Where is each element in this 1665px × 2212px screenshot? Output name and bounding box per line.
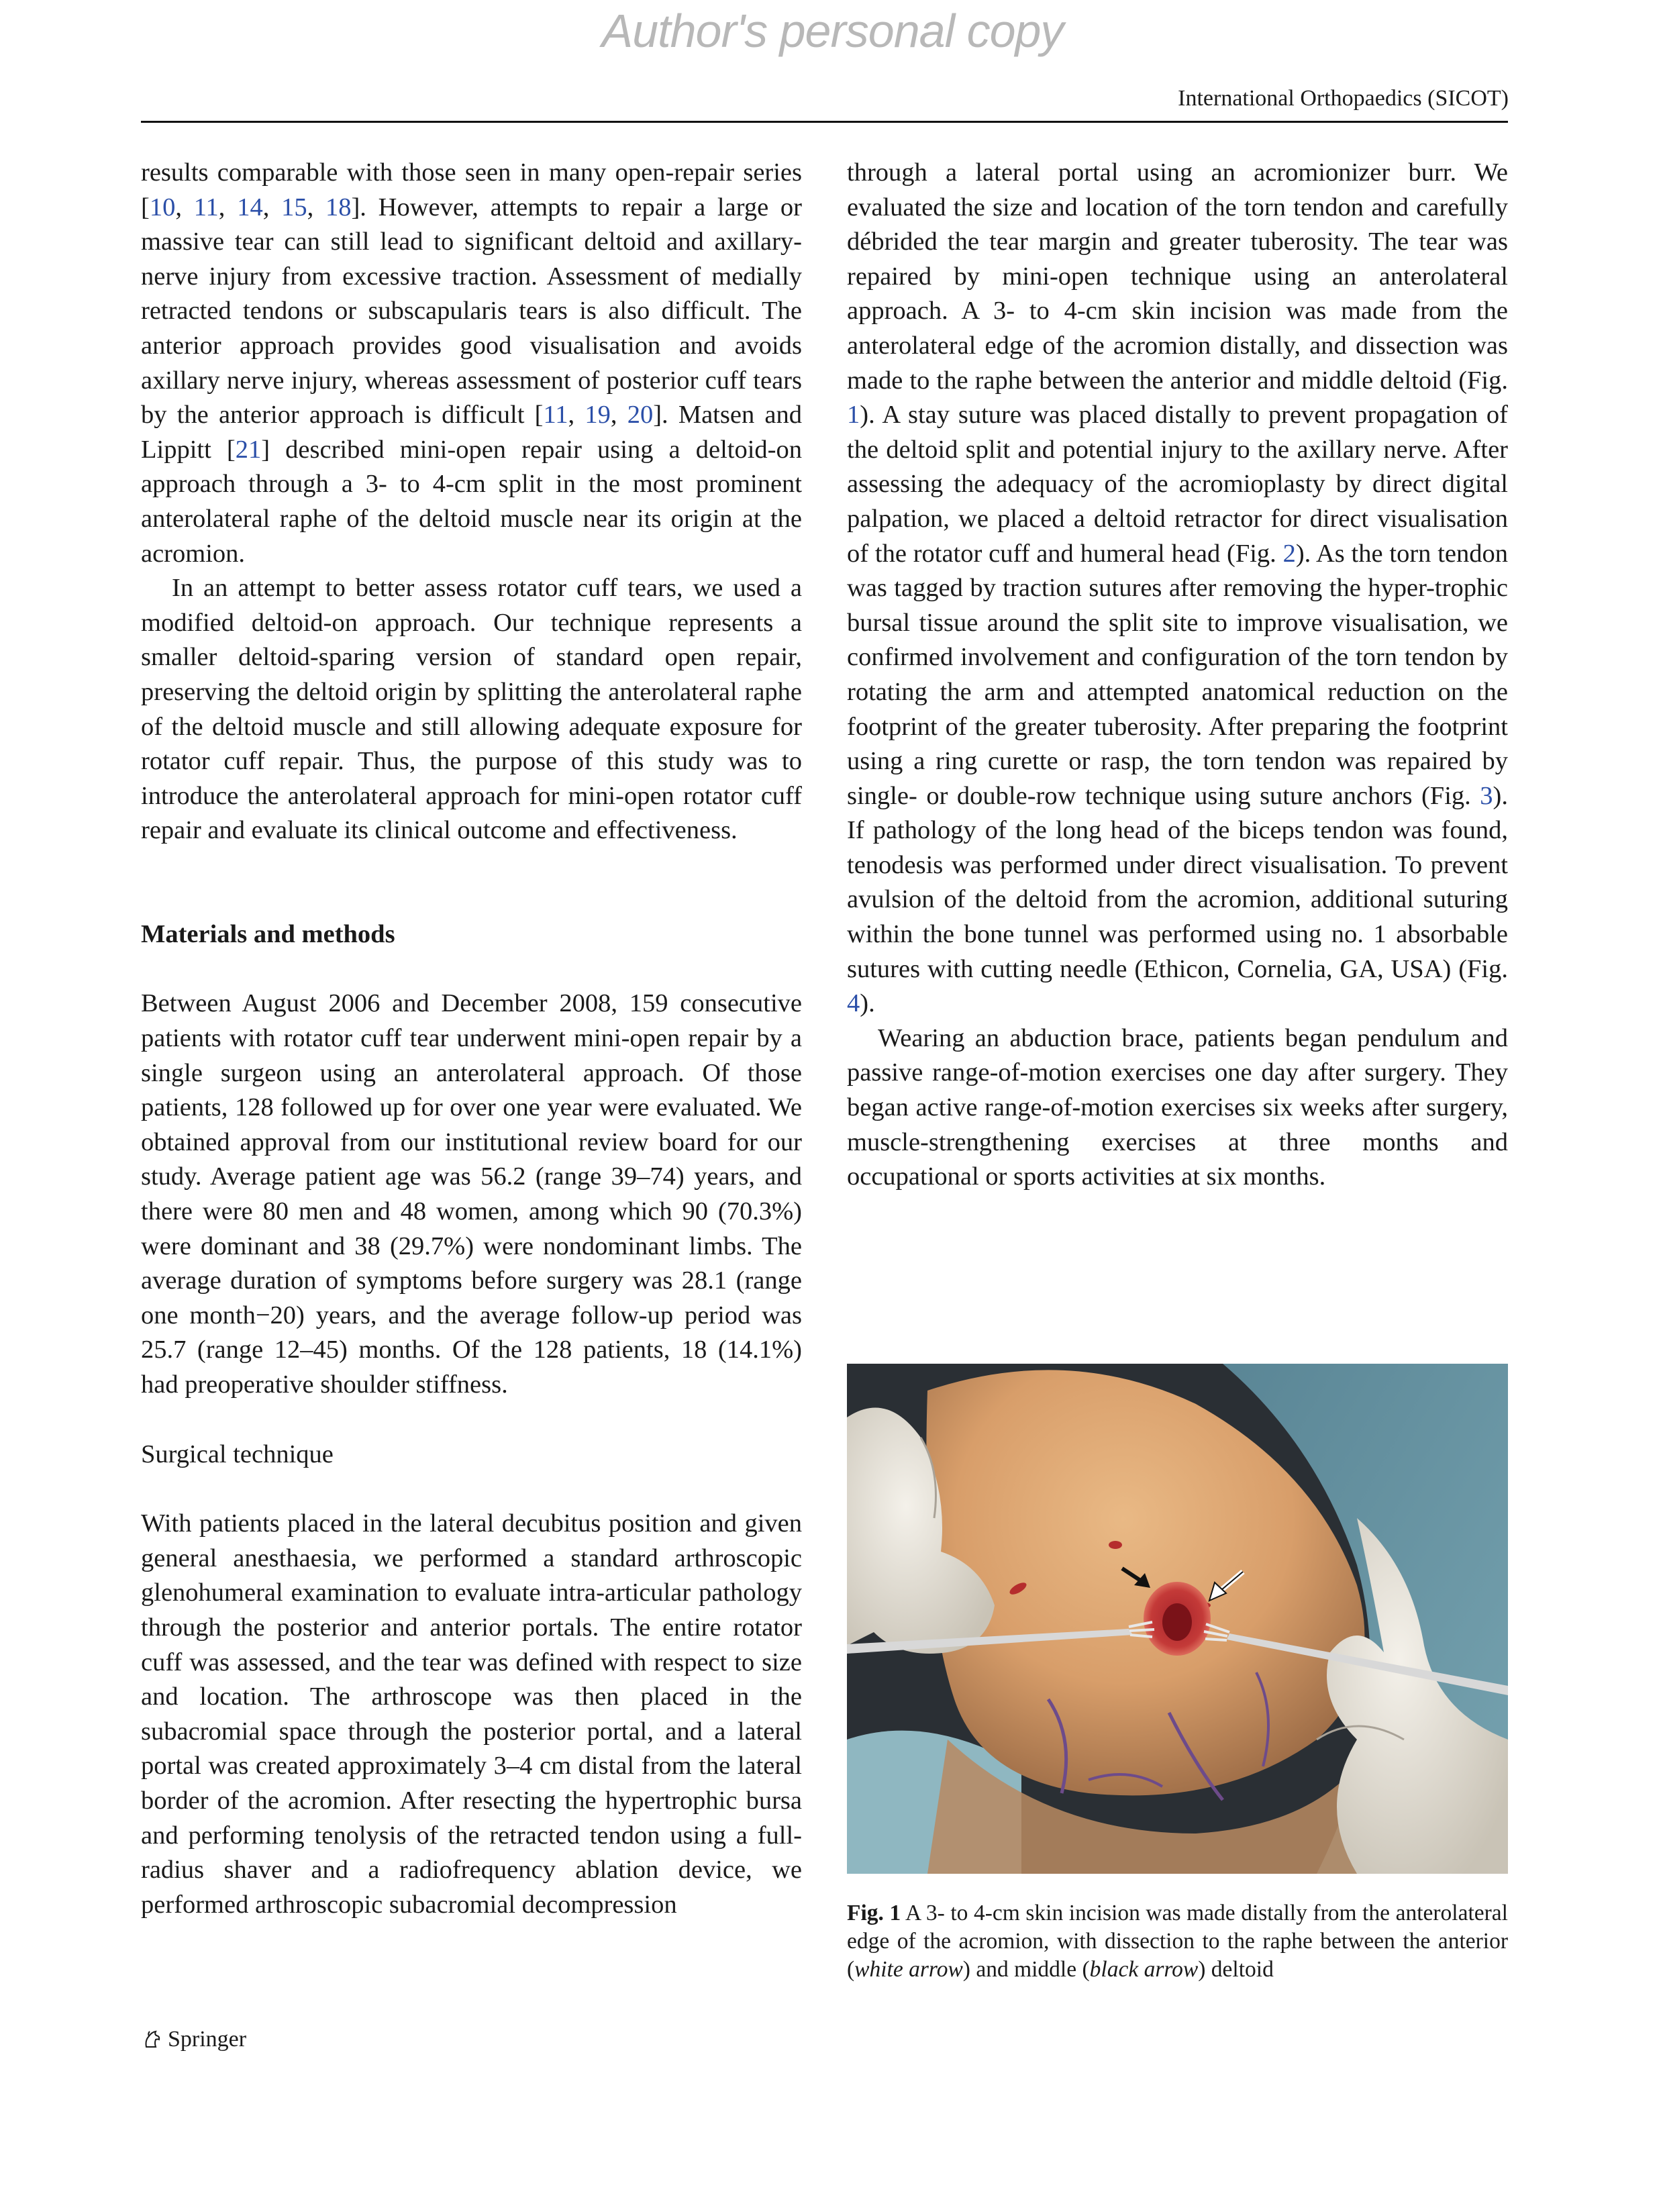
citation-link[interactable]: 10 <box>149 193 176 221</box>
figure-1-photo <box>847 1364 1508 1874</box>
paragraph-technique: With patients placed in the lateral decubitus position and given general anesthaesia, we performed a standard arthroscopic glenohumeral examination to evaluate intra-articular pathology through the posterior and anterior portals. The entire rotator cuff was assessed, and the tear was defined with respect to size and location. The arthroscope was then placed in the subacromial space through the posterior portal, and a lateral portal was created approximately 3–4 cm distal from the lateral border of the acromion. After resecting the hypertrophic bursa and performing tenolysis of the retracted tendon using a full-radius shaver and a radiofrequency ablation device, we performed arthroscopic subacromial decompression <box>141 1509 802 1919</box>
figure-link[interactable]: 1 <box>847 401 860 430</box>
figure-1-caption: Fig. 1 A 3- to 4-cm skin incision was made distally from the anterolateral edge of the acromion, with dissection to the raphe between the anterior (white arrow) and middle (black arrow) deltoid <box>847 1901 1508 1982</box>
left-column <box>141 156 802 1922</box>
figure-label: Fig. 1 <box>847 1901 901 1925</box>
paragraph-rehabilitation: Wearing an abduction brace, patients began pendulum and passive range-of-motion exercises one day after surgery. They began active range-of-motion exercises six weeks after surgery, muscle-strengthening exercises at three months and occupational or sports activities at six months. <box>847 1023 1508 1191</box>
right-column <box>847 156 1508 1195</box>
paragraph-technique-continued: through a lateral portal using an acromionizer burr. We evaluated the size and location of the torn tendon and carefully débrided the tear margin and greater tuberosity. The tear was repaired by mini-open technique using an anterolateral approach. A 3- to 4-cm skin incision was made from the anterolateral edge of the acromion distally, and dissection was made to the raphe between the anterior and middle deltoid (Fig. 1). A stay suture was placed distally to prevent propagation of the deltoid split and potential injury to the axillary nerve. After assessing the adequacy of the acromioplasty by direct digital palpation, we placed a deltoid retractor for direct visualisation of the rotator cuff and humeral head (Fig. 2). As the torn tendon was tagged by traction sutures after removing the hyper-trophic bursal tissue around the split site to improve visualisation, we confirmed involvement and configuration of the torn tendon by rotating the arm and attempted anatomical reduction on the footprint of the greater tuberosity. After preparing the footprint using a ring curette or rasp, the torn tendon was repaired by single- or double-row technique using suture anchors (Fig. 3). If pathology of the long head of the biceps tendon was found, tenodesis was performed under direct visualisation. To prevent avulsion of the deltoid from the acromion, additional suturing within the bone tunnel was performed using no. 1 absorbable sutures with cutting needle (Ethicon, Cornelia, GA, USA) (Fig. 4). <box>847 158 1508 1018</box>
figure-link[interactable]: 3 <box>1480 781 1493 810</box>
section-heading-methods: Materials and methods <box>141 919 395 948</box>
paragraph-intro-continued: results comparable with those seen in many open-repair series [10, 11, 14, 15, 18]. However, attempts to repair a large or massive tear can still lead to significant deltoid and axillary-nerve injury from excessive traction. Assessment of medially retracted tendons or subscapularis tears is also difficult. The anterior approach provides good visualisation and avoids axillary nerve injury, whereas assessment of posterior cuff tears by the anterior approach is difficult [11, 19, 20]. Matsen and Lippitt [21] described mini-open repair using a deltoid-on approach through a 3- to 4-cm split in the most prominent anterolateral raphe of the deltoid muscle near its origin at the acromion. <box>141 158 803 568</box>
figure-link[interactable]: 4 <box>847 989 860 1018</box>
figure-link[interactable]: 2 <box>1282 539 1296 568</box>
subsection-heading-technique: Surgical technique <box>141 1440 334 1468</box>
header-rule <box>141 121 1508 123</box>
citation-link[interactable]: 21 <box>235 435 262 464</box>
paragraph-patients: Between August 2006 and December 2008, 159 consecutive patients with rotator cuff tear underwent mini-open repair by a single surgeon using an anterolateral approach. Of those patients, 128 followed up for over one year were evaluated. We obtained approval from our institutional review board for our study. Average patient age was 56.2 (range 39–74) years, and there were 80 men and 48 women, among which 90 (70.3%) were dominant and 38 (29.7%) were nondominant limbs. The average duration of symptoms before surgery was 28.1 (range one month−20) years, and the average follow-up period was 25.7 (range 12–45) months. Of the 128 patients, 18 (14.1%) had preoperative shoulder stiffness. <box>141 989 802 1399</box>
citation-link[interactable]: 20 <box>627 401 654 430</box>
watermark: Author's personal copy <box>601 5 1064 57</box>
page-footer <box>141 2027 246 2052</box>
paragraph-purpose: In an attempt to better assess rotator cuff tears, we used a modified deltoid-on approach. Our technique represents a smaller deltoid-sparing version of standard open repair, preserving the deltoid origin by splitting the anterolateral raphe of the deltoid muscle and still allowing adequate exposure for rotator cuff repair. Thus, the purpose of this study was to introduce the anterolateral approach for mini-open rotator cuff repair and evaluate its clinical outcome and effectiveness. <box>141 574 802 845</box>
springer-horse-icon <box>141 2028 164 2051</box>
citation-link[interactable]: 11 <box>543 401 568 430</box>
publisher-name: Springer <box>168 2027 247 2052</box>
citation-link[interactable]: 14 <box>237 193 263 221</box>
surgical-photo-illustration <box>847 1364 1508 1874</box>
citation-link[interactable]: 11 <box>193 193 219 221</box>
citation-link[interactable]: 18 <box>325 193 352 221</box>
citation-link[interactable]: 19 <box>585 401 611 430</box>
citation-link[interactable]: 15 <box>281 193 307 221</box>
running-head: International Orthopaedics (SICOT) <box>1178 86 1509 111</box>
